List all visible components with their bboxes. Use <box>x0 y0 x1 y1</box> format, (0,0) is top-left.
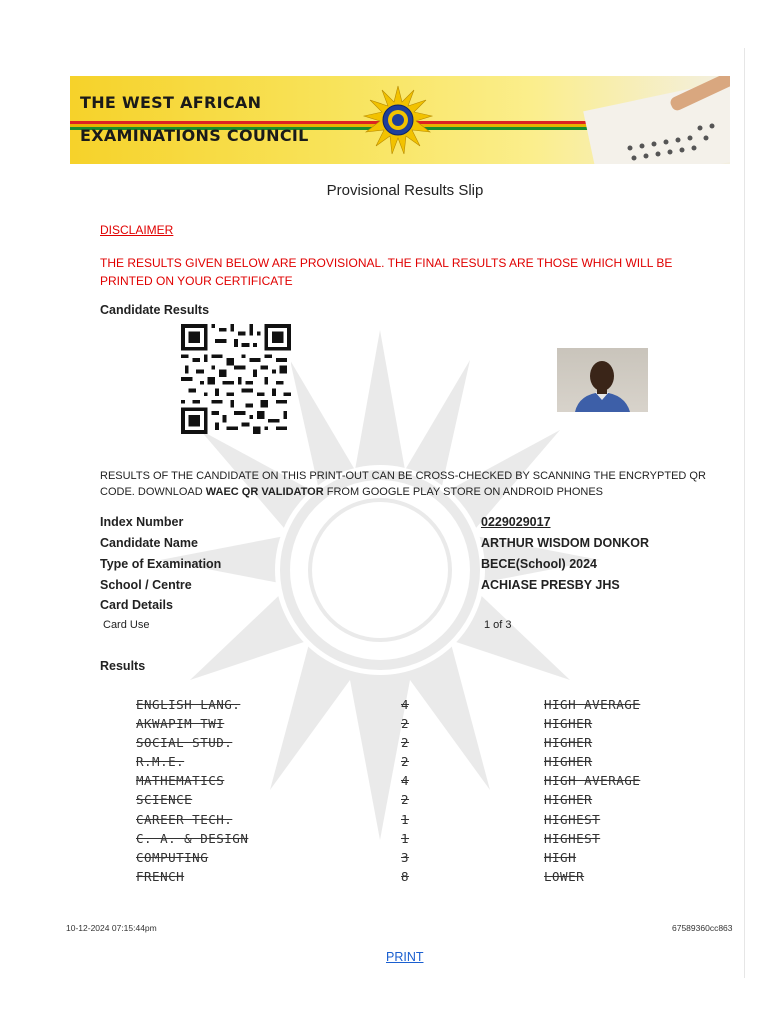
qr-note-text-after: FROM GOOGLE PLAY STORE ON ANDROID PHONES <box>323 486 604 498</box>
qr-validator-app-name: WAEC QR VALIDATOR <box>205 486 324 498</box>
exam-type-label: Type of Examination <box>100 557 222 571</box>
result-interpretation: HIGHER <box>544 792 593 808</box>
card-details-label: Card Details <box>100 598 173 612</box>
qr-validation-note <box>100 468 720 500</box>
result-interpretation: HIGH AVERAGE <box>544 697 641 712</box>
result-subject: MATHEMATICS <box>136 773 225 789</box>
page-title: Provisional Results Slip <box>326 182 484 199</box>
answer-sheet-image <box>550 76 730 164</box>
result-interpretation: HIGHEST <box>544 830 601 846</box>
result-interpretation: HIGHER <box>544 735 593 751</box>
result-grade: 4 <box>401 773 410 789</box>
qr-note-text-before: RESULTS OF THE CANDIDATE ON THIS PRINT-OUT CAN BE CROSS-CHECKED BY SCANNING THE ENCRYPTED QR CODE. DOWNLOAD <box>100 470 706 498</box>
result-row <box>136 850 676 869</box>
banner-title-line2: EXAMINATIONS COUNCIL <box>80 126 309 145</box>
result-row <box>136 773 676 792</box>
result-subject: SOCIAL STUD. <box>136 735 233 751</box>
candidate-photo <box>557 348 648 412</box>
print-button[interactable]: PRINT <box>386 950 424 964</box>
disclaimer-text: THE RESULTS GIVEN BELOW ARE PROVISIONAL. THE FINAL RESULTS ARE THOSE WHICH WILL BE PRINTED ON YOUR CERTIFICATE <box>100 256 673 288</box>
result-row <box>136 716 676 735</box>
exam-type-value: BECE(School) 2024 <box>481 557 598 571</box>
result-grade: 1 <box>401 830 410 846</box>
result-row <box>136 697 676 716</box>
result-subject: C. A. & DESIGN <box>136 830 249 846</box>
index-number-value: 0229029017 <box>481 515 551 529</box>
result-grade: 2 <box>401 716 410 732</box>
result-row <box>136 812 676 831</box>
result-interpretation: HIGHER <box>544 754 593 770</box>
person-icon <box>557 348 648 412</box>
result-grade: 4 <box>401 697 410 712</box>
disclaimer-link[interactable]: DISCLAIMER <box>100 223 174 237</box>
results-label: Results <box>100 659 146 673</box>
result-subject: AKWAPIM TWI <box>136 716 225 732</box>
candidate-name-value: ARTHUR WISDOM DONKOR <box>481 536 650 550</box>
candidate-results-label: Candidate Results <box>100 303 210 317</box>
result-interpretation: HIGH <box>544 849 577 865</box>
waec-banner <box>70 76 730 164</box>
results-table <box>136 697 676 888</box>
result-row <box>136 831 676 850</box>
result-interpretation: HIGH AVERAGE <box>544 773 641 789</box>
result-subject: SCIENCE <box>136 792 193 808</box>
school-label: School / Centre <box>100 578 192 592</box>
result-grade: 3 <box>401 849 410 865</box>
result-subject: FRENCH <box>136 868 185 884</box>
result-interpretation: HIGHEST <box>544 811 601 827</box>
result-grade: 2 <box>401 735 410 751</box>
result-grade: 8 <box>401 868 410 884</box>
result-row <box>136 869 676 888</box>
index-number-label: Index Number <box>100 515 184 529</box>
result-interpretation: LOWER <box>544 868 585 884</box>
result-grade: 2 <box>401 792 410 808</box>
result-subject: ENGLISH LANG. <box>136 697 241 712</box>
candidate-name-label: Candidate Name <box>100 536 198 550</box>
qr-code-icon <box>177 324 295 434</box>
waec-seal-icon <box>362 84 434 156</box>
result-row <box>136 792 676 811</box>
school-value: ACHIASE PRESBY JHS <box>481 578 620 592</box>
card-use-label: Card Use <box>103 619 150 631</box>
card-use-value: 1 of 3 <box>484 619 512 631</box>
result-subject: R.M.E. <box>136 754 185 770</box>
result-grade: 1 <box>401 811 410 827</box>
result-interpretation: HIGHER <box>544 716 593 732</box>
result-row <box>136 754 676 773</box>
result-subject: COMPUTING <box>136 849 209 865</box>
result-subject: CAREER TECH. <box>136 811 233 827</box>
result-grade: 2 <box>401 754 410 770</box>
slip-reference-id: 67589360cc863 <box>672 923 733 933</box>
result-row <box>136 735 676 754</box>
banner-title-line1: THE WEST AFRICAN <box>80 93 262 112</box>
print-timestamp: 10-12-2024 07:15:44pm <box>66 923 157 933</box>
